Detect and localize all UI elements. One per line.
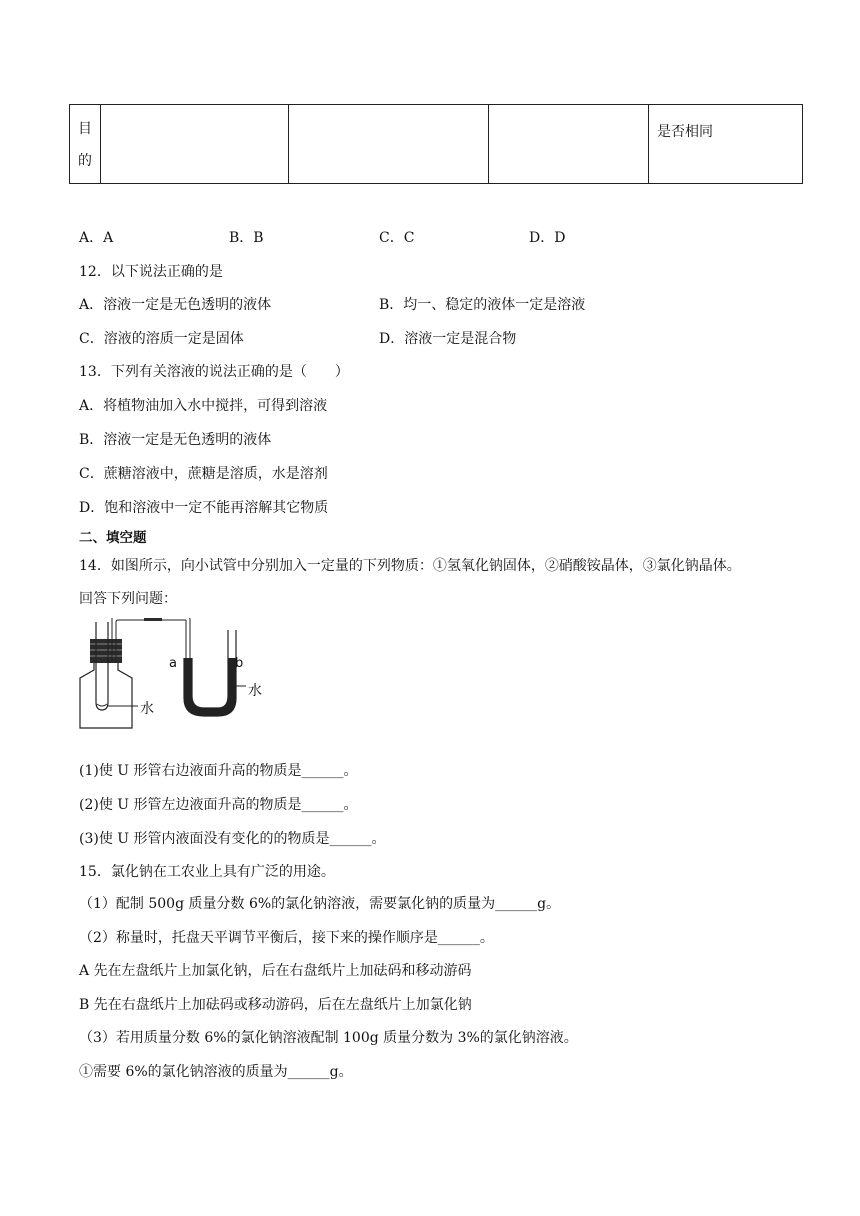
- q14-sub3: (3)使 U 形管内液面没有变化的的物质是______。: [79, 831, 386, 847]
- q12-stem: 12．以下说法正确的是: [79, 264, 223, 280]
- rubber-stopper: [90, 639, 122, 663]
- table-cell: [289, 105, 489, 184]
- figure-label-water-left: 水: [140, 701, 154, 717]
- comparison-table: [69, 104, 803, 184]
- figure-label-a: a: [169, 656, 177, 671]
- q12-option-a: A．溶液一定是无色透明的液体: [79, 297, 272, 313]
- u-tube-water: [184, 658, 236, 716]
- q15-sub2: （2）称量时，托盘天平调节平衡后，接下来的操作顺序是______。: [79, 930, 494, 946]
- q13-option-d: D．饱和溶液中一定不能再溶解其它物质: [79, 500, 329, 516]
- q14-sub1: (1)使 U 形管右边液面升高的物质是______。: [79, 763, 358, 779]
- q15-sub3-1: ①需要 6%的氯化钠溶液的质量为______g。: [79, 1064, 353, 1080]
- q12-option-b: B．均一、稳定的液体一定是溶液: [379, 297, 586, 313]
- q15-sub1: （1）配制 500g 质量分数 6%的氯化钠溶液，需要氯化钠的质量为______g。: [79, 896, 561, 912]
- q13-stem: 13．下列有关溶液的说法正确的是（ ）: [79, 364, 349, 380]
- table-cell: [489, 105, 649, 184]
- q11-option-c: C．C: [379, 230, 415, 246]
- table-header-char: 的: [78, 153, 92, 169]
- q12-option-c: C．溶液的溶质一定是固体: [79, 331, 244, 347]
- section-title: 二、填空题: [79, 530, 147, 546]
- q14-stem-line1: 14．如图所示，向小试管中分别加入一定量的下列物质：①氢氧化钠固体，②硝酸铵晶体，③氯化钠晶体。: [79, 558, 741, 574]
- rubber-connector: [144, 618, 162, 621]
- table-cell: [101, 105, 289, 184]
- q14-sub2: (2)使 U 形管左边液面升高的物质是______。: [79, 797, 358, 813]
- table-row: [70, 105, 803, 184]
- small-test-tube: [96, 622, 108, 710]
- table-cell-text: 是否相同: [657, 124, 713, 140]
- table-cell: [649, 105, 803, 184]
- figure-label-water-right: 水: [248, 683, 262, 699]
- q11-option-a: A．A: [79, 230, 114, 246]
- table-header-char: 目: [78, 121, 92, 137]
- q11-option-d: D．D: [529, 230, 566, 246]
- q11-option-b: B．B: [229, 230, 264, 246]
- q13-option-a: A．将植物油加入水中搅拌，可得到溶液: [79, 398, 328, 414]
- q15-option-a: A 先在左盘纸片上加氯化钠，后在右盘纸片上加砝码和移动游码: [79, 963, 472, 979]
- table-cell-header: [70, 105, 101, 184]
- flask-outline: [80, 661, 132, 728]
- q15-option-b: B 先在右盘纸片上加砝码或移动游码，后在左盘纸片上加氯化钠: [79, 997, 472, 1013]
- q14-stem-line2: 回答下列问题：: [79, 591, 177, 607]
- figure-label-b: b: [235, 656, 244, 671]
- q15-sub3: （3）若用质量分数 6%的氯化钠溶液配制 100g 质量分数为 3%的氯化钠溶液。: [79, 1030, 578, 1046]
- q12-option-d: D．溶液一定是混合物: [379, 331, 517, 347]
- q13-option-b: B．溶液一定是无色透明的液体: [79, 432, 272, 448]
- u-tube-apparatus-figure: [76, 618, 276, 730]
- q15-stem: 15．氯化钠在工农业上具有广泛的用途。: [79, 864, 335, 880]
- q13-option-c: C．蔗糖溶液中，蔗糖是溶质，水是溶剂: [79, 466, 328, 482]
